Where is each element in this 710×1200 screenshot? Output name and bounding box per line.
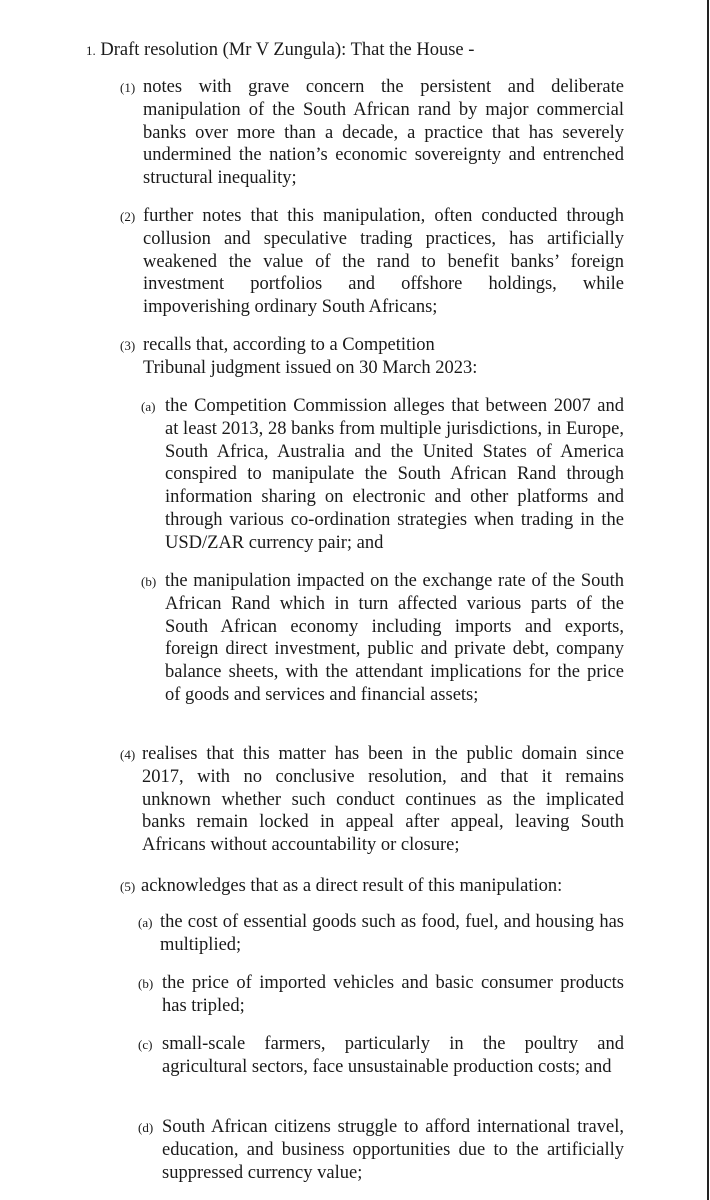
paragraph-3 [120, 334, 624, 380]
paragraph-4 [120, 743, 624, 857]
paragraph-3a [141, 395, 624, 555]
paragraph-5a-label: (a) [138, 915, 153, 930]
paragraph-5-text: acknowledges that as a direct result of this manipulation: [141, 876, 563, 896]
paragraph-5d [138, 1116, 624, 1184]
paragraph-5 [120, 875, 624, 898]
paragraph-5b [138, 972, 624, 1018]
paragraph-5b-label: (b) [138, 976, 154, 991]
paragraph-5d-text: South African citizens struggle to afford international travel, education, and business opportunities due to the artificially suppressed currency value; [162, 1117, 624, 1183]
paragraph-3a-text: the Competition Commission alleges that between 2007 and at least 2013, 28 banks from multiple jurisdictions, in Europe, South Africa, Australia and the United States of America conspired to manipulate the South African Rand through information sharing on electronic and other platforms and through various co-ordination strategies when trading in the USD/ZAR currency pair; and [165, 396, 624, 553]
resolution-heading [86, 39, 474, 63]
paragraph-1-text: notes with grave concern the persistent and deliberate manipulation of the South African rand by major commercial banks over more than a decade, a practice that has severely undermined the nation’s economic sovereignty and entrenched structural inequality; [143, 77, 624, 189]
paragraph-5c-label: (c) [138, 1037, 153, 1052]
paragraph-3-label: (3) [120, 338, 136, 353]
paragraph-2-text: further notes that this manipulation, often conducted through collusion and speculative trading practices, has artificially weakened the value of the rand to benefit banks’ foreign investment portfolios and offshore holdings, while impoverishing ordinary South Africans; [143, 206, 624, 318]
paragraph-3b [141, 570, 624, 707]
paragraph-4-label: (4) [120, 747, 136, 762]
resolution-title: Draft resolution (Mr V Zungula): That the House - [100, 40, 475, 60]
paragraph-5c-text: small-scale farmers, particularly in the poultry and agricultural sectors, face unsustainable production costs; and [162, 1034, 624, 1077]
paragraph-3a-label: (a) [141, 399, 156, 414]
paragraph-5c [138, 1033, 624, 1079]
paragraph-5b-text: the price of imported vehicles and basic consumer products has tripled; [162, 973, 624, 1016]
paragraph-2 [120, 205, 624, 319]
resolution-number: 1. [86, 43, 96, 58]
paragraph-4-text: realises that this matter has been in the public domain since 2017, with no conclusive resolution, and that it remains unknown whether such conduct continues as the implicated banks remain locked in appeal after appeal, leaving South Africans without accountability or closure; [142, 744, 624, 856]
paragraph-2-label: (2) [120, 209, 136, 224]
page-edge-rule [707, 0, 709, 1200]
paragraph-1 [120, 76, 624, 190]
paragraph-3b-text: the manipulation impacted on the exchange rate of the South African Rand which in turn affected various parts of the South African economy including imports and exports, foreign direct investment, public and private debt, company balance sheets, with the attendant implications for the price of goods and services and financial assets; [165, 571, 624, 705]
paragraph-3b-label: (b) [141, 574, 157, 589]
paragraph-1-label: (1) [120, 80, 136, 95]
paragraph-5d-label: (d) [138, 1120, 154, 1135]
paragraph-5-label: (5) [120, 879, 136, 894]
paragraph-5a [138, 911, 624, 957]
paragraph-5a-text: the cost of essential goods such as food, fuel, and housing has multiplied; [160, 912, 624, 955]
paragraph-3-text: recalls that, according to a Competition Tribunal judgment issued on 30 March 2023: [143, 335, 478, 378]
